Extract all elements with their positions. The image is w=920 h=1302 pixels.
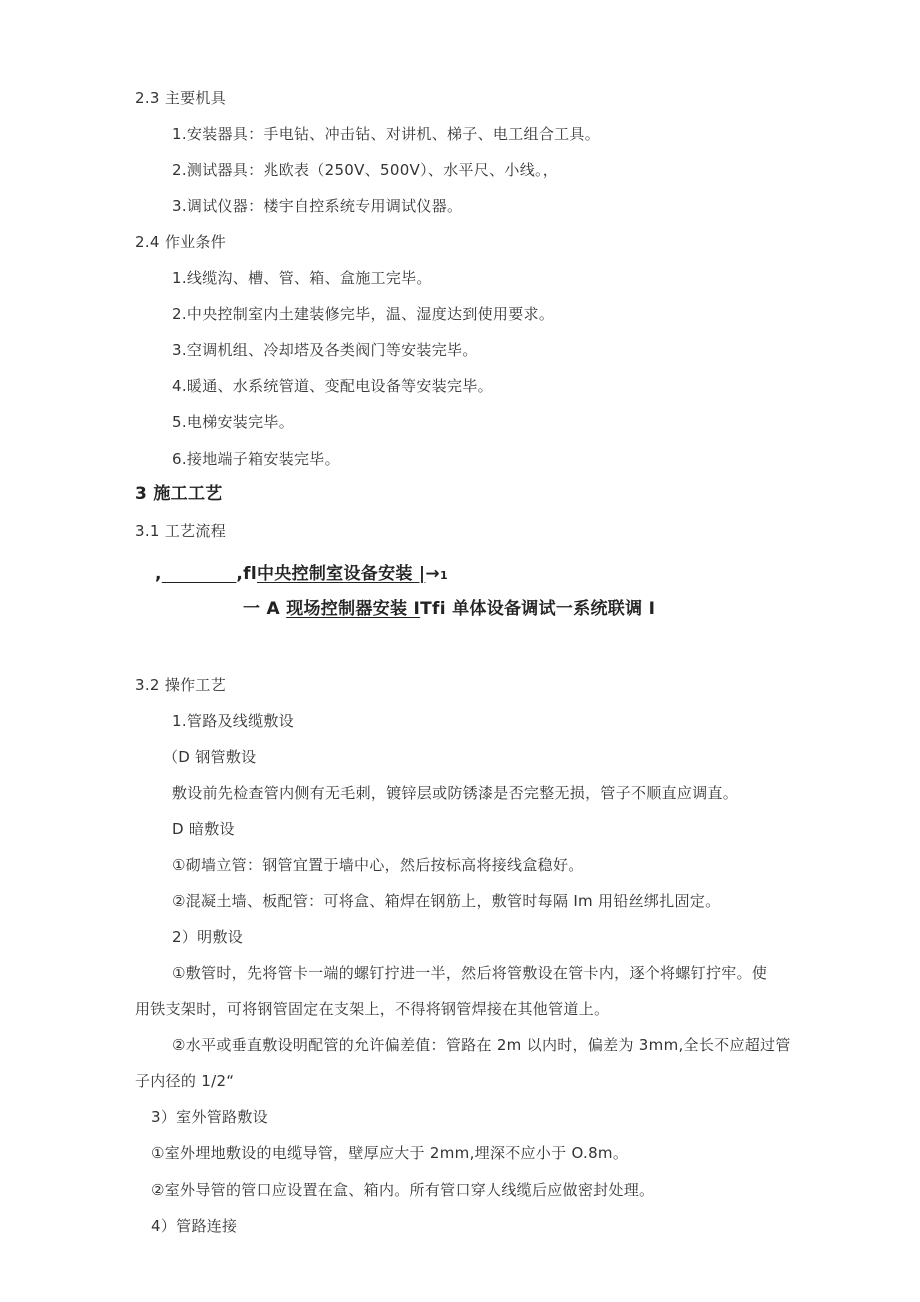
paragraph-line: ②室外导管的管口应设置在盒、箱内。所有管口穿人线缆后应做密封处理。 [151,1181,655,1199]
list-item: 6.接地端子箱安装完毕。 [172,450,340,468]
paragraph-line: 2）明敷设 [172,928,244,946]
flow-step-debug-and-joint: Tfi 单体设备调试一系统联调 I [420,599,656,619]
list-item: 1.安装器具：手电钻、冲击钻、对讲机、梯子、电工组合工具。 [172,125,601,143]
paragraph-line: ②水平或垂直敷设明配管的允许偏差值：管路在 2m 以内时，偏差为 3mm,全长不应超过管 [172,1036,791,1054]
paragraph-line: 1.管路及线缆敷设 [172,712,295,730]
list-item: 2.中央控制室内土建装修完毕，温、湿度达到使用要求。 [172,305,555,323]
paragraph-line: 3）室外管路敷设 [151,1108,268,1126]
paragraph-line: ②混凝土墙、板配管：可将盒、箱焊在钢筋上，敷管时每隔 Im 用铅丝绑扎固定。 [172,892,721,910]
flow-step-central-control-install: 中央控制室设备安装 | [256,564,426,584]
paragraph-line: ①室外埋地敷设的电缆导管，壁厚应大于 2mm,埋深不应小于 O.8m。 [151,1144,629,1162]
list-item: 4.暖通、水系统管道、变配电设备等安装完毕。 [172,377,493,395]
flow-blank [162,564,237,584]
section-2-4-title: 2.4 作业条件 [135,233,227,251]
process-flow-line-1 [155,564,448,586]
paragraph-line: 用铁支架时，可将钢管固定在支架上，不得将钢管焊接在其他管道上。 [135,1000,610,1018]
arrow-right-icon: → [425,564,440,584]
flow-fl: ,fl [236,564,257,584]
list-item: 1.线缆沟、槽、管、箱、盒施工完毕。 [172,269,432,287]
flow-lead: , [155,564,162,584]
paragraph-line: （D 钢管敷设 [163,748,257,766]
section-3-title: 3 施工工艺 [135,484,223,504]
paragraph-line: D 暗敷设 [172,820,235,838]
flow-step-field-controller-install: 现场控制器安装 I [286,599,421,619]
section-2-3-title: 2.3 主要机具 [135,89,227,107]
section-3-2-title: 3.2 操作工艺 [135,676,227,694]
paragraph-line: 敷设前先检查管内侧有无毛刺，镀锌层或防锈漆是否完整无损，管子不顺直应调直。 [172,784,739,802]
list-item: 3.调试仪器：楼宇自控系统专用调试仪器。 [172,197,463,215]
paragraph-line: ①敷管时，先将管卡一端的螺钉拧进一半，然后将管敷设在管卡内，逐个将螺钉拧牢。使 [172,964,768,982]
list-item: 3.空调机组、冷却塔及各类阀门等安装完毕。 [172,341,478,359]
flow-lead-2: 一 A [243,599,287,619]
list-item: 5.电梯安装完毕。 [172,413,295,431]
paragraph-line: ①砌墙立管：钢管宜置于墙中心，然后按标高将接线盒稳好。 [172,856,584,874]
flow-subscript: 1 [439,569,448,582]
paragraph-line: 4）管路连接 [151,1217,238,1235]
process-flow-line-2 [243,599,655,619]
list-item: 2.测试器具：兆欧表（250V、500V）、水平尺、小线。， [172,161,559,179]
section-3-1-title: 3.1 工艺流程 [135,522,227,540]
paragraph-line: 子内径的 1/2“ [135,1072,235,1090]
